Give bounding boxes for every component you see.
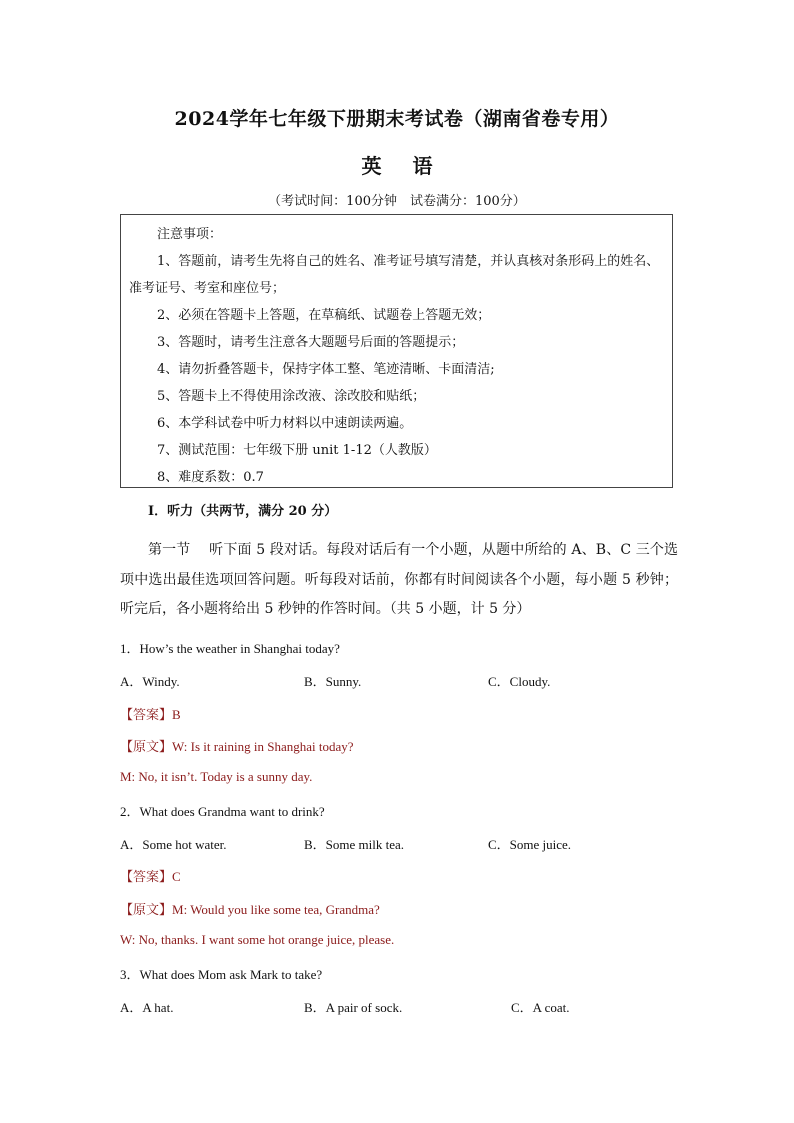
question-2-stem: 2．What does Grandma want to drink?	[120, 804, 325, 819]
question-2-option-a: A．Some hot water.	[120, 837, 227, 852]
question-3-stem: 3．What does Mom ask Mark to take?	[120, 967, 323, 982]
notice-box	[120, 214, 673, 488]
question-2-option-b: B．Some milk tea.	[304, 837, 405, 852]
question-1-option-a: A．Windy.	[120, 674, 180, 689]
script-text: W: Is it raining in Shanghai today?	[172, 739, 354, 754]
question-2-script-line-1	[120, 899, 380, 918]
exam-title: 2024学年七年级下册期末考试卷（湖南省卷专用）	[174, 108, 620, 130]
section-title: I．听力（共两节，满分 20 分）	[148, 504, 338, 519]
question-1-script-line-2: M: No, it isn’t. Today is a sunny day.	[120, 769, 313, 784]
question-2-option-c: C．Some juice.	[488, 837, 572, 852]
notice-item-8: 8、难度系数：0.7	[157, 470, 264, 485]
exam-meta: （考试时间：100分钟 试卷满分：100分）	[268, 194, 526, 209]
question-2-answer: 【答案】C	[120, 869, 181, 884]
notice-heading: 注意事项：	[157, 227, 223, 242]
question-3-option-a: A．A hat.	[120, 1000, 174, 1015]
question-2-script-line-2: W: No, thanks. I want some hot orange juice, please.	[120, 932, 395, 947]
question-3-option-b: B．A pair of sock.	[304, 1000, 403, 1015]
question-1-stem: 1．How’s the weather in Shanghai today?	[120, 641, 340, 656]
subject-title: 英 语	[361, 154, 445, 178]
notice-item-4: 4、请勿折叠答题卡，保持字体工整、笔迹清晰、卡面清洁;	[157, 362, 495, 377]
script-label: 【原文】	[120, 739, 173, 754]
notice-item-2: 2、必须在答题卡上答题，在草稿纸、试题卷上答题无效；	[157, 308, 491, 323]
notice-item-6: 6、本学科试卷中听力材料以中速朗读两遍。	[157, 416, 413, 431]
section-instruction: 第一节 听下面 5 段对话。每段对话后有一个小题，从题中所给的 A、B、C 三个选项中选出最佳选项回答问题。听每段对话前，你都有时间阅读各个小题，每小题 5 秒钟；听完后，各小题将给出 5 秒钟的作答时间。（共 5 小题，计 5 分）	[120, 542, 678, 617]
question-3-option-c: C．A coat.	[511, 1000, 570, 1015]
script-text: M: Would you like some tea, Grandma?	[172, 902, 380, 917]
question-1-option-c: C．Cloudy.	[488, 674, 551, 689]
notice-item-7: 7、测试范围：七年级下册 unit 1-12（人教版）	[157, 443, 437, 458]
notice-item-1: 1、答题前，请考生先将自己的姓名、准考证号填写清楚，并认真核对条形码上的姓名、准考证号、考室和座位号；	[129, 254, 660, 296]
question-1-answer: 【答案】B	[120, 707, 181, 722]
question-1-option-b: B．Sunny.	[304, 674, 362, 689]
script-label: 【原文】	[120, 902, 173, 917]
notice-item-5: 5、答题卡上不得使用涂改液、涂改胶和贴纸；	[157, 389, 426, 404]
question-1-script-line-1	[120, 736, 354, 755]
notice-item-3: 3、答题时，请考生注意各大题题号后面的答题提示；	[157, 335, 465, 350]
